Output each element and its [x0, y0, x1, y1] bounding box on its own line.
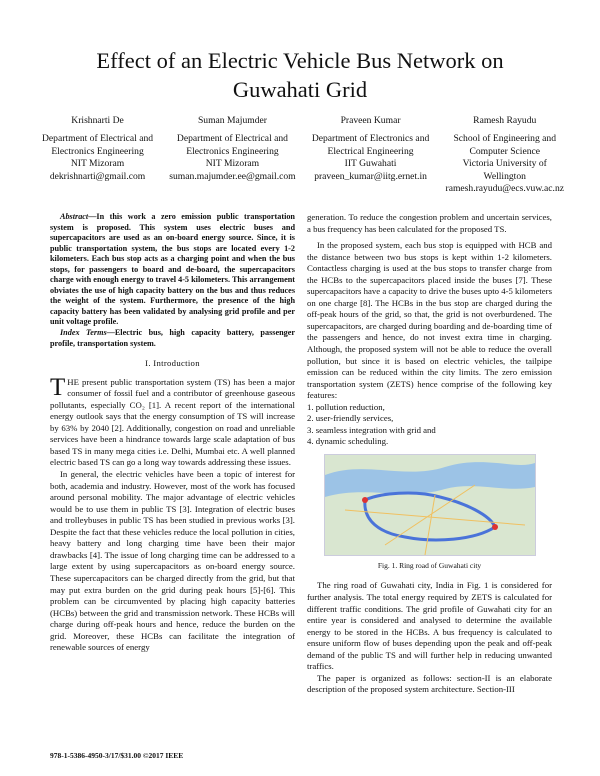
- author-email[interactable]: praveen_kumar@iitg.ernet.in: [314, 170, 427, 182]
- feature-list: [307, 402, 552, 448]
- author-institution: NIT Mizoram: [205, 158, 260, 170]
- map-marker: [492, 524, 498, 530]
- author-3: [312, 115, 429, 195]
- intro-paragraph-1: [50, 373, 295, 469]
- author-institution: Victoria University of: [462, 158, 547, 170]
- author-dept: Electronics Engineering: [186, 145, 279, 157]
- index-terms-label: Index Terms: [60, 328, 107, 338]
- author-name: Suman Majumder: [197, 115, 267, 126]
- feature-item: 2. user-friendly services,: [307, 413, 394, 424]
- paper-title: [0, 46, 600, 104]
- index-terms: [50, 328, 295, 349]
- abstract-text: —In this work a zero emission public transportation system is proposed. This system uses electric buses and supercapacitors are used as an on-board energy source. Since, it is public transportation system, the bus stops are located every 1-2 kilometers. Each bus stop acts as a charging point and when the bus stops, for passengers to board and de-board, the supercapacitors charge with enough energy to travel 4-5 kilometers. This arrangement obviates the use of high capacity battery on the bus and thus reduces the weight of the system. Furthermore, the presence of the high capacity battery has been validated by analysing grid profile and per unit voltage profile.: [50, 212, 295, 327]
- author-dept: School of Engineering and: [453, 133, 557, 145]
- section-heading: I. Introduction: [145, 358, 200, 369]
- feature-item: 4. dynamic scheduling.: [307, 436, 389, 447]
- abstract: [50, 212, 295, 328]
- author-institution: NIT Mizoram: [70, 158, 125, 170]
- author-dept: Computer Science: [469, 145, 541, 157]
- intro-paragraph-2: In general, the electric vehicles have been a topic of interest for both, academia and industry. However, most of the work has focused around personal mobility. The major advantage of electric vehicles would be to use them in public TS [3]. Integration of electric buses and trolleybuses in public TS has been studied in previous works [3]. Despite the fact that these vehicles reduce the local pollution in cities, heavy battery and long charging time have been their major drawbacks [4]. The issue of long charging time can be addressed to a large extent by using supercapacitors as on-board energy source. These supercapacitors can be charged directly from the grid, but that may put extra burden on the grid during peak hours [5]-[6]. This problem can be circumvented by placing high capacity batteries (HCBs) between the grid and transmission network. These HCBs will charge during off-peak hours and hence, reduce the burden on the grid. Moreover, these HCBs can facilitate the integration of renewable sources of energy: [50, 469, 295, 653]
- author-dept: Electronics Engineering: [51, 145, 144, 157]
- author-name: Ramesh Rayudu: [473, 115, 537, 126]
- author-dept: Electrical Engineering: [327, 145, 414, 157]
- author-name: Krishnarti De: [71, 115, 124, 126]
- right-paragraph-4: The paper is organized as follows: section-II is an elaborate description of the proposed system architecture. Section-III: [307, 672, 552, 695]
- feature-item: 3. seamless integration with grid and: [307, 424, 436, 435]
- author-dept: Department of Electronics and: [311, 133, 430, 145]
- author-institution: IIT Guwahati: [344, 158, 397, 170]
- ring-road-map: [324, 454, 536, 556]
- author-name: Praveen Kumar: [340, 115, 401, 126]
- map-graphic: [325, 455, 535, 555]
- left-column: [50, 212, 295, 654]
- author-institution: Wellington: [483, 170, 526, 182]
- title-line-2: Guwahati Grid: [232, 77, 368, 102]
- author-block: [42, 115, 564, 195]
- copyright-footer: 978-1-5386-4950-3/17/$31.00 ©2017 IEEE: [50, 751, 184, 760]
- title-line-1: Effect of an Electric Vehicle Bus Network on: [96, 48, 504, 73]
- drop-cap: T: [50, 373, 66, 401]
- right-paragraph-2: In the proposed system, each bus stop is equipped with HCB and the distance between two bus stops is kept within 1-2 kilometers. Contactless charging is used at the bus stops to transfer charge from the HCBs to the supercapacitors placed inside the buses [7]. These supercapacitors have a capacity to drive the buses upto 4-5 kilometers on one charge [8]. The HCBs in the bus stop are charged during the off-peak hours of the grid, so that, the grid is not overburdened. The supercapacitors, are charged during boarding and de-boarding time of the passengers and hence, do not invest extra time in charging. Although, the proposed system will not be able to reduce the overall pollution, but since it is based on electric vehicles, the tailpipe emission can be reduced within the city limits. The zero emission transportation system (ZETS) hence comprise of the following key features:: [307, 240, 552, 401]
- map-marker: [362, 497, 368, 503]
- index-terms-text: —Electric bus, high capacity battery, passenger profile, transportation system.: [50, 328, 295, 348]
- feature-item: 1. pollution reduction,: [307, 401, 385, 412]
- abstract-label: Abstract: [60, 212, 89, 221]
- author-email[interactable]: ramesh.rayudu@ecs.vuw.ac.nz: [445, 183, 564, 195]
- right-column: [307, 212, 552, 696]
- author-dept: Department of Electrical and: [42, 133, 154, 145]
- author-email[interactable]: suman.majumder.ee@gmail.com: [169, 170, 296, 182]
- right-paragraph-1: generation. To reduce the congestion problem and uncertain services, a bus frequency has been calculated for the proposed TS.: [307, 212, 552, 234]
- author-dept: Department of Electrical and: [176, 133, 288, 145]
- figure-caption: Fig. 1. Ring road of Guwahati city: [377, 560, 482, 570]
- author-email[interactable]: dekrishnarti@gmail.com: [49, 170, 146, 182]
- intro-text-1: HE present public transportation system (TS) has been a major consumer of fossil fuel and a contributor of greenhouse gaseous pollutants, especially CO₂ [1]. A recent report of the international energy outlook says that the energy consumption of TS will increase by 63% by 2040 [2]. Additionally, congestion on road and unreliable services have been a hindrance towards large scale adaptation of bus based TS in many mega cities i.e. Delhi, Mumbai etc. A well planned electric based TS can go a long way towards addressing these issues.: [50, 376, 295, 468]
- author-1: [42, 115, 153, 195]
- author-2: [169, 115, 295, 195]
- right-paragraph-3: The ring road of Guwahati city, India in Fig. 1 is considered for further analysis. The total energy required by ZETS is calculated for different traffic conditions. The grid profile of Guwahati city for an entire year is considered and analysed to determine the available energy to be stored in the HCBs. A bus frequency is calculated to ensure uniform flow of buses depending upon the peak and off-peak demand of the public TS and will further help in reducing unwanted traffics.: [307, 580, 552, 672]
- author-4: [446, 115, 565, 195]
